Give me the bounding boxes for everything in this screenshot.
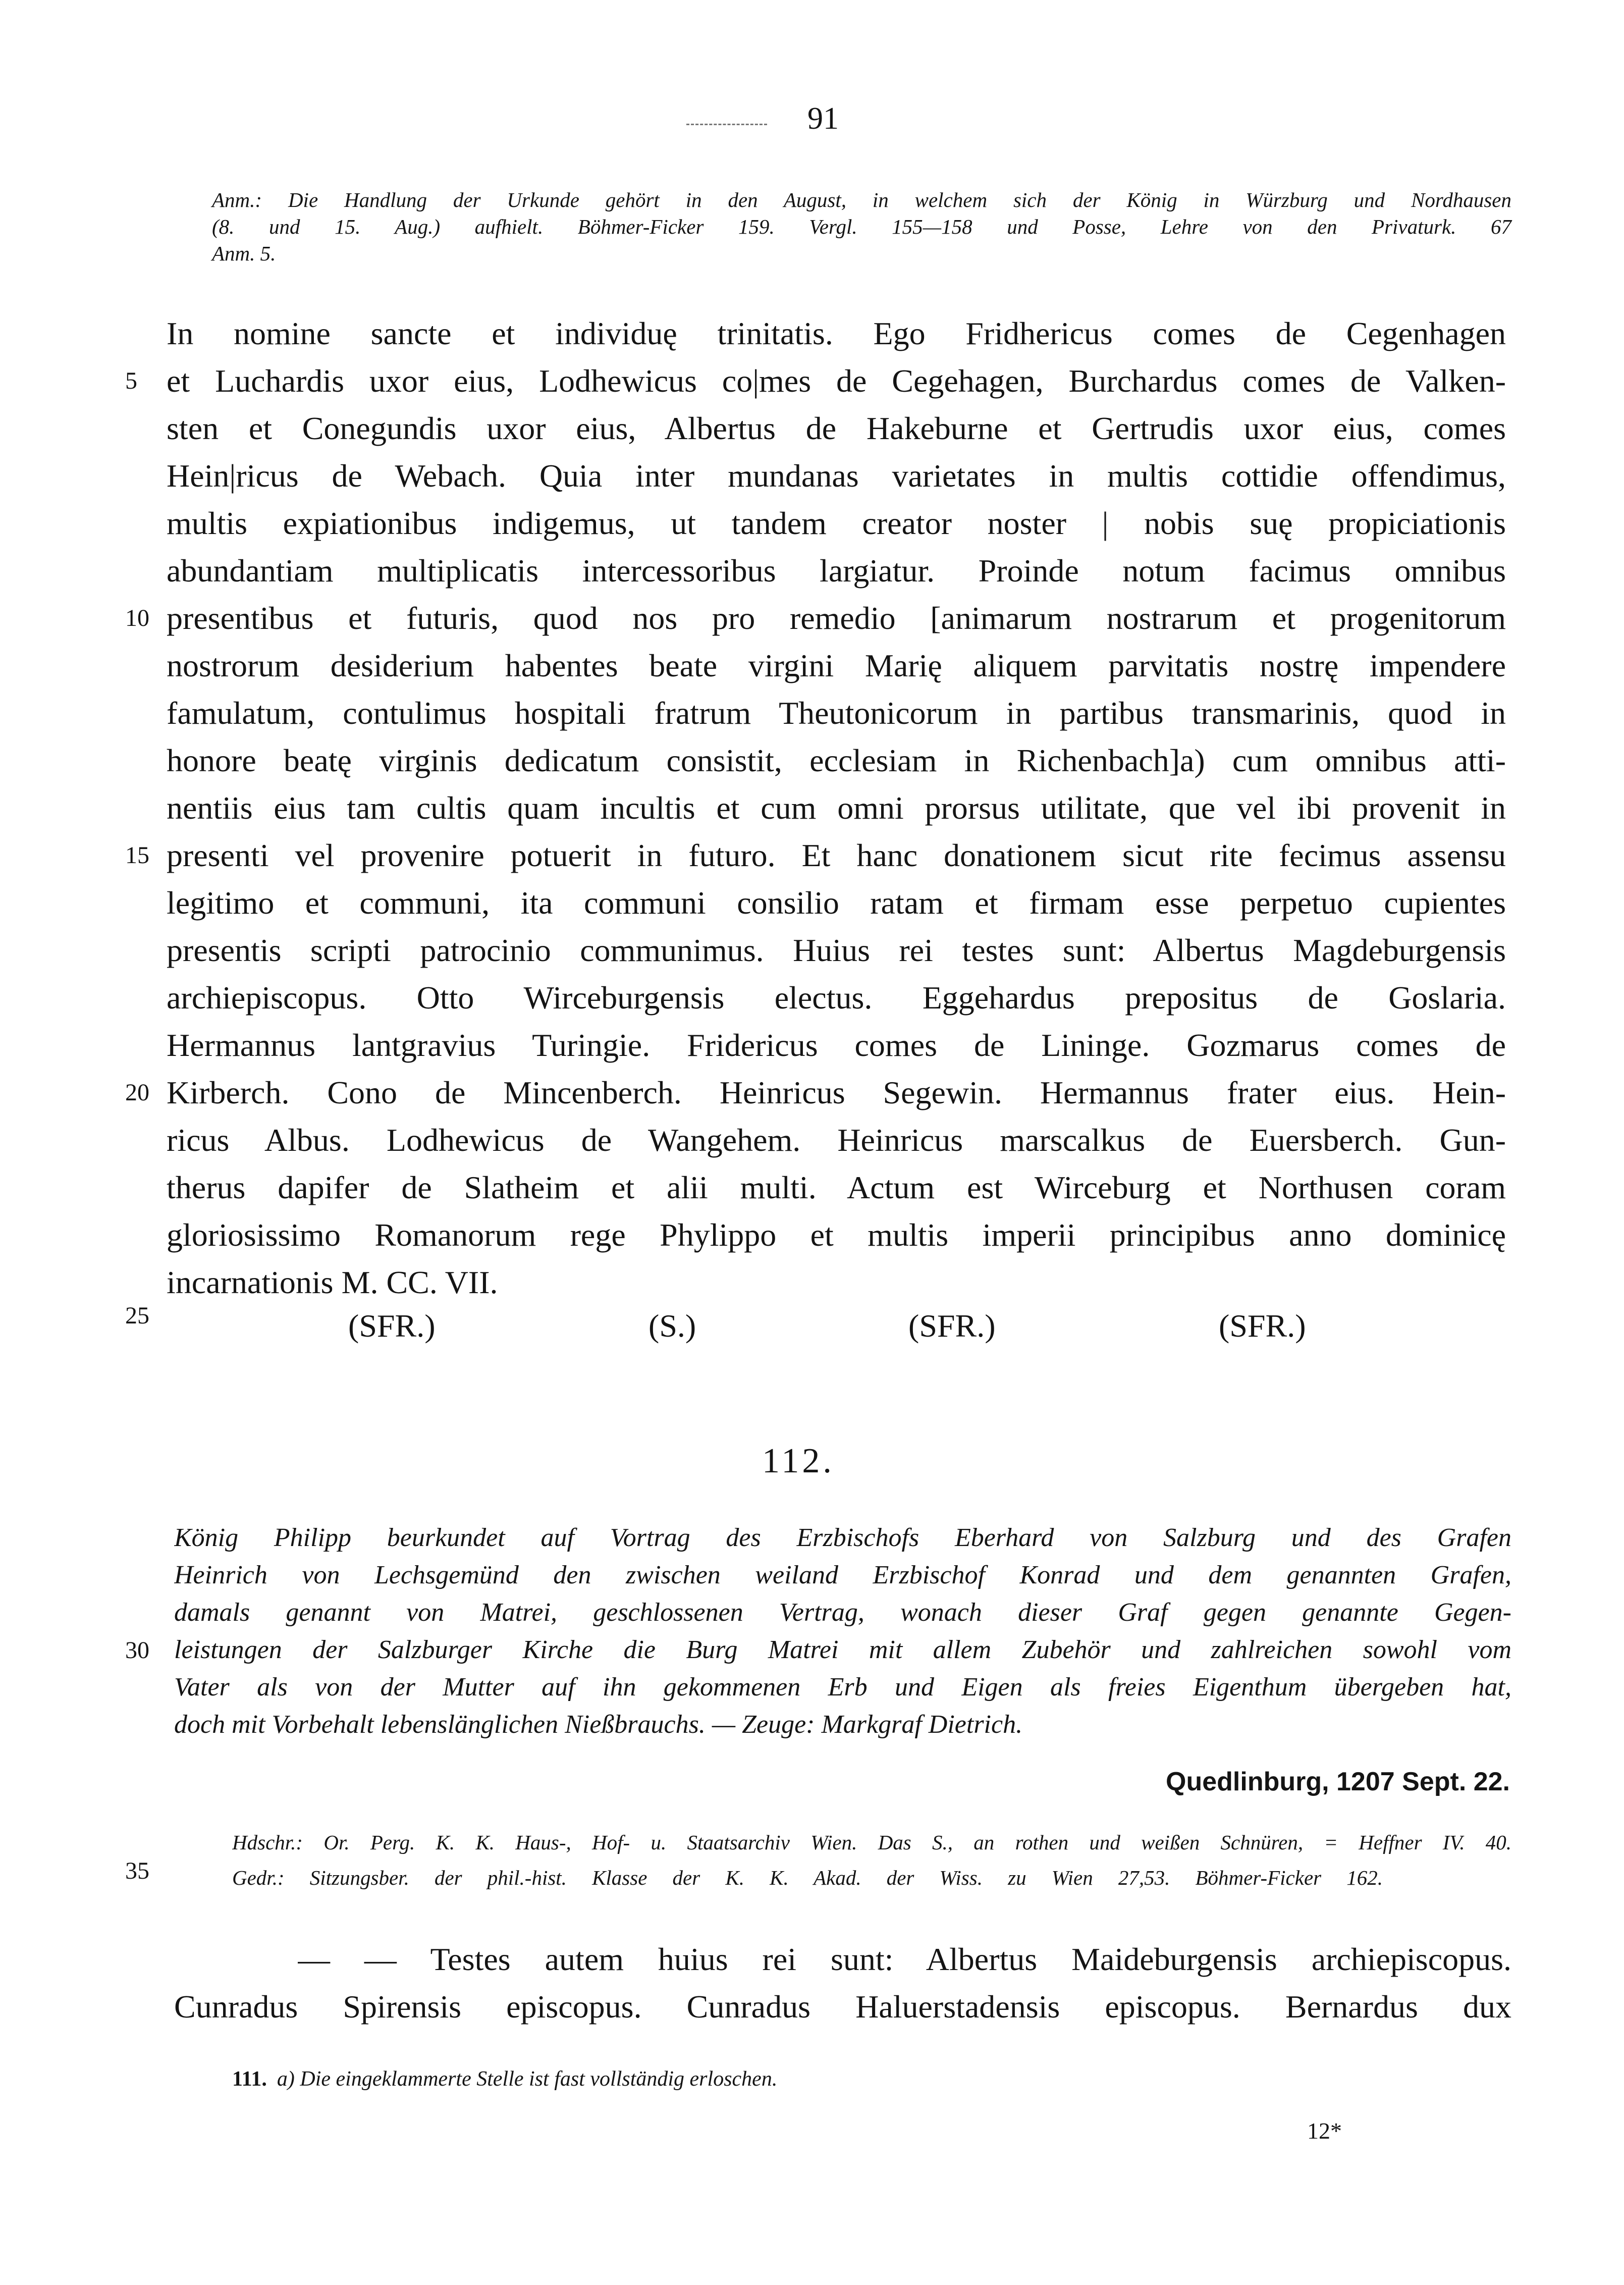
charter-line: multis expiationibus indigemus, ut tandem creator noster | nobis suę propiciationis [167, 505, 1506, 541]
charter-line: Hein|ricus de Webach. Quia inter mundanas varietates in multis cottidie offendimus, [167, 458, 1506, 494]
margin-line-number: 25 [125, 1302, 149, 1329]
charter-line: therus dapifer de Slatheim et alii multi. Actum est Wirceburg et Northusen coram [167, 1170, 1506, 1205]
regest-line: König Philipp beurkundet auf Vortrag des Erzbischofs Eberhard von Salzburg und des Grafen [174, 1523, 1511, 1552]
charter-line: Kirberch. Cono de Mincenberch. Heinricus Segewin. Hermannus frater eius. Hein- [167, 1075, 1506, 1110]
document-number: 112. [762, 1442, 835, 1480]
seal-label: (S.) [648, 1308, 696, 1344]
charter-line: et Luchardis uxor eius, Lodhewicus co|mes de Cegehagen, Burchardus comes de Valken- [167, 363, 1506, 399]
charter-line: legitimo et communi, ita communi consilio ratam et firmam esse perpetuo cupientes [167, 885, 1506, 921]
annotation-note [212, 187, 1511, 267]
charter-line: archiepiscopus. Otto Wirceburgensis electus. Eggehardus prepositus de Goslaria. [167, 980, 1506, 1016]
charter-line: Hermannus lantgravius Turingie. Fridericus comes de Lininge. Gozmarus comes de [167, 1027, 1506, 1063]
annotation-line: Anm. 5. [212, 242, 276, 265]
charter-line: nentiis eius tam cultis quam incultis et cum omni prorsus utilitate, que vel ibi provenit in [167, 790, 1506, 826]
charter-line: ricus Albus. Lodhewicus de Wangehem. Heinricus marscalkus de Euersberch. Gun- [167, 1122, 1506, 1158]
margin-line-number: 20 [125, 1079, 149, 1106]
charter-line: presenti vel provenire potuerit in futuro. Et hanc donationem sicut rite fecimus assensu [167, 837, 1506, 873]
annotation-line: (8. und 15. Aug.) aufhielt. Böhmer-Ficker 159. Vergl. 155—158 und Posse, Lehre von den Privaturk. 67 [212, 215, 1511, 238]
charter-line: In nomine sancte et individuę trinitatis. Ego Fridhericus comes de Cegenhagen [167, 315, 1506, 351]
regest-line: damals genannt von Matrei, geschlossenen Vertrag, wonach dieser Graf gegen genannte Gegen- [174, 1598, 1511, 1627]
margin-line-number: 15 [125, 842, 149, 869]
charter-line: presentis scripti patrocinio communimus. Huius rei testes sunt: Albertus Magdeburgensis [167, 932, 1506, 968]
footnote-number: 111. [232, 2067, 267, 2091]
charter-line: abundantiam multiplicatis intercessoribus largiatur. Proinde notum facimus omnibus [167, 553, 1506, 589]
margin-line-number: 30 [125, 1637, 149, 1664]
regest-line: leistungen der Salzburger Kirche die Burg Matrei mit allem Zubehör und zahlreichen sowohl vom [174, 1635, 1511, 1664]
regest-line: Heinrich von Lechsgemünd den zwischen weiland Erzbischof Konrad und dem genannten Grafen, [174, 1561, 1511, 1589]
margin-line-number: 35 [125, 1857, 149, 1884]
charter-line: incarnationis M. CC. VII. [167, 1264, 498, 1300]
regest-line: Vater als von der Mutter auf ihn gekommenen Erb und Eigen als freies Eigenthum übergeben hat, [174, 1673, 1511, 1702]
place-date: Quedlinburg, 1207 Sept. 22. [1166, 1767, 1510, 1796]
charter-line: nostrorum desiderium habentes beate virgini Marię aliquem parvitatis nostrę impendere [167, 648, 1506, 683]
footnote-text: a) Die eingeklammerte Stelle ist fast vollständig erloschen. [277, 2067, 778, 2091]
page-number: 91 [807, 101, 839, 136]
charter-line: famulatum, contulimus hospitali fratrum Theutonicorum in partibus transmarinis, quod in [167, 695, 1506, 731]
seal-label: (SFR.) [1219, 1308, 1306, 1344]
charter-line: honore beatę virginis dedicatum consistit, ecclesiam in Richenbach]a) cum omnibus atti- [167, 742, 1506, 778]
header-rule [686, 124, 767, 125]
regest-line: doch mit Vorbehalt lebenslänglichen Nießbrauchs. — Zeuge: Markgraf Dietrich. [174, 1710, 1023, 1739]
charter-112-line: — — Testes autem huius rei sunt: Albertus Maideburgensis archiepiscopus. [298, 1941, 1511, 1977]
seal-label: (SFR.) [908, 1308, 996, 1344]
seal-label: (SFR.) [348, 1308, 436, 1344]
margin-line-number: 5 [125, 367, 137, 394]
footnote [232, 2067, 777, 2091]
sheet-signature: 12* [1307, 2118, 1342, 2144]
charter-line: presentibus et futuris, quod nos pro remedio [animarum nostrarum et progenitorum [167, 600, 1506, 636]
charter-line: sten et Conegundis uxor eius, Albertus de Hakeburne et Gertrudis uxor eius, comes [167, 410, 1506, 446]
source-line: Hdschr.: Or. Perg. K. K. Haus-, Hof- u. Staatsarchiv Wien. Das S., an rothen und weißen Schnüren, = Heffner IV. 40. [232, 1831, 1511, 1854]
source-line: Gedr.: Sitzungsber. der phil.-hist. Klasse der K. K. Akad. der Wiss. zu Wien 27,53. Böhmer-Ficker 162. [232, 1866, 1383, 1889]
charter-112-line: Cunradus Spirensis episcopus. Cunradus Haluerstadensis episcopus. Bernardus dux [174, 1989, 1511, 2025]
annotation-line: Anm.: Die Handlung der Urkunde gehört in den August, in welchem sich der König in Würzburg und Nordhausen [212, 188, 1511, 211]
margin-line-number: 10 [125, 605, 149, 631]
charter-line: gloriosissimo Romanorum rege Phylippo et multis imperii principibus anno dominicę [167, 1217, 1506, 1253]
